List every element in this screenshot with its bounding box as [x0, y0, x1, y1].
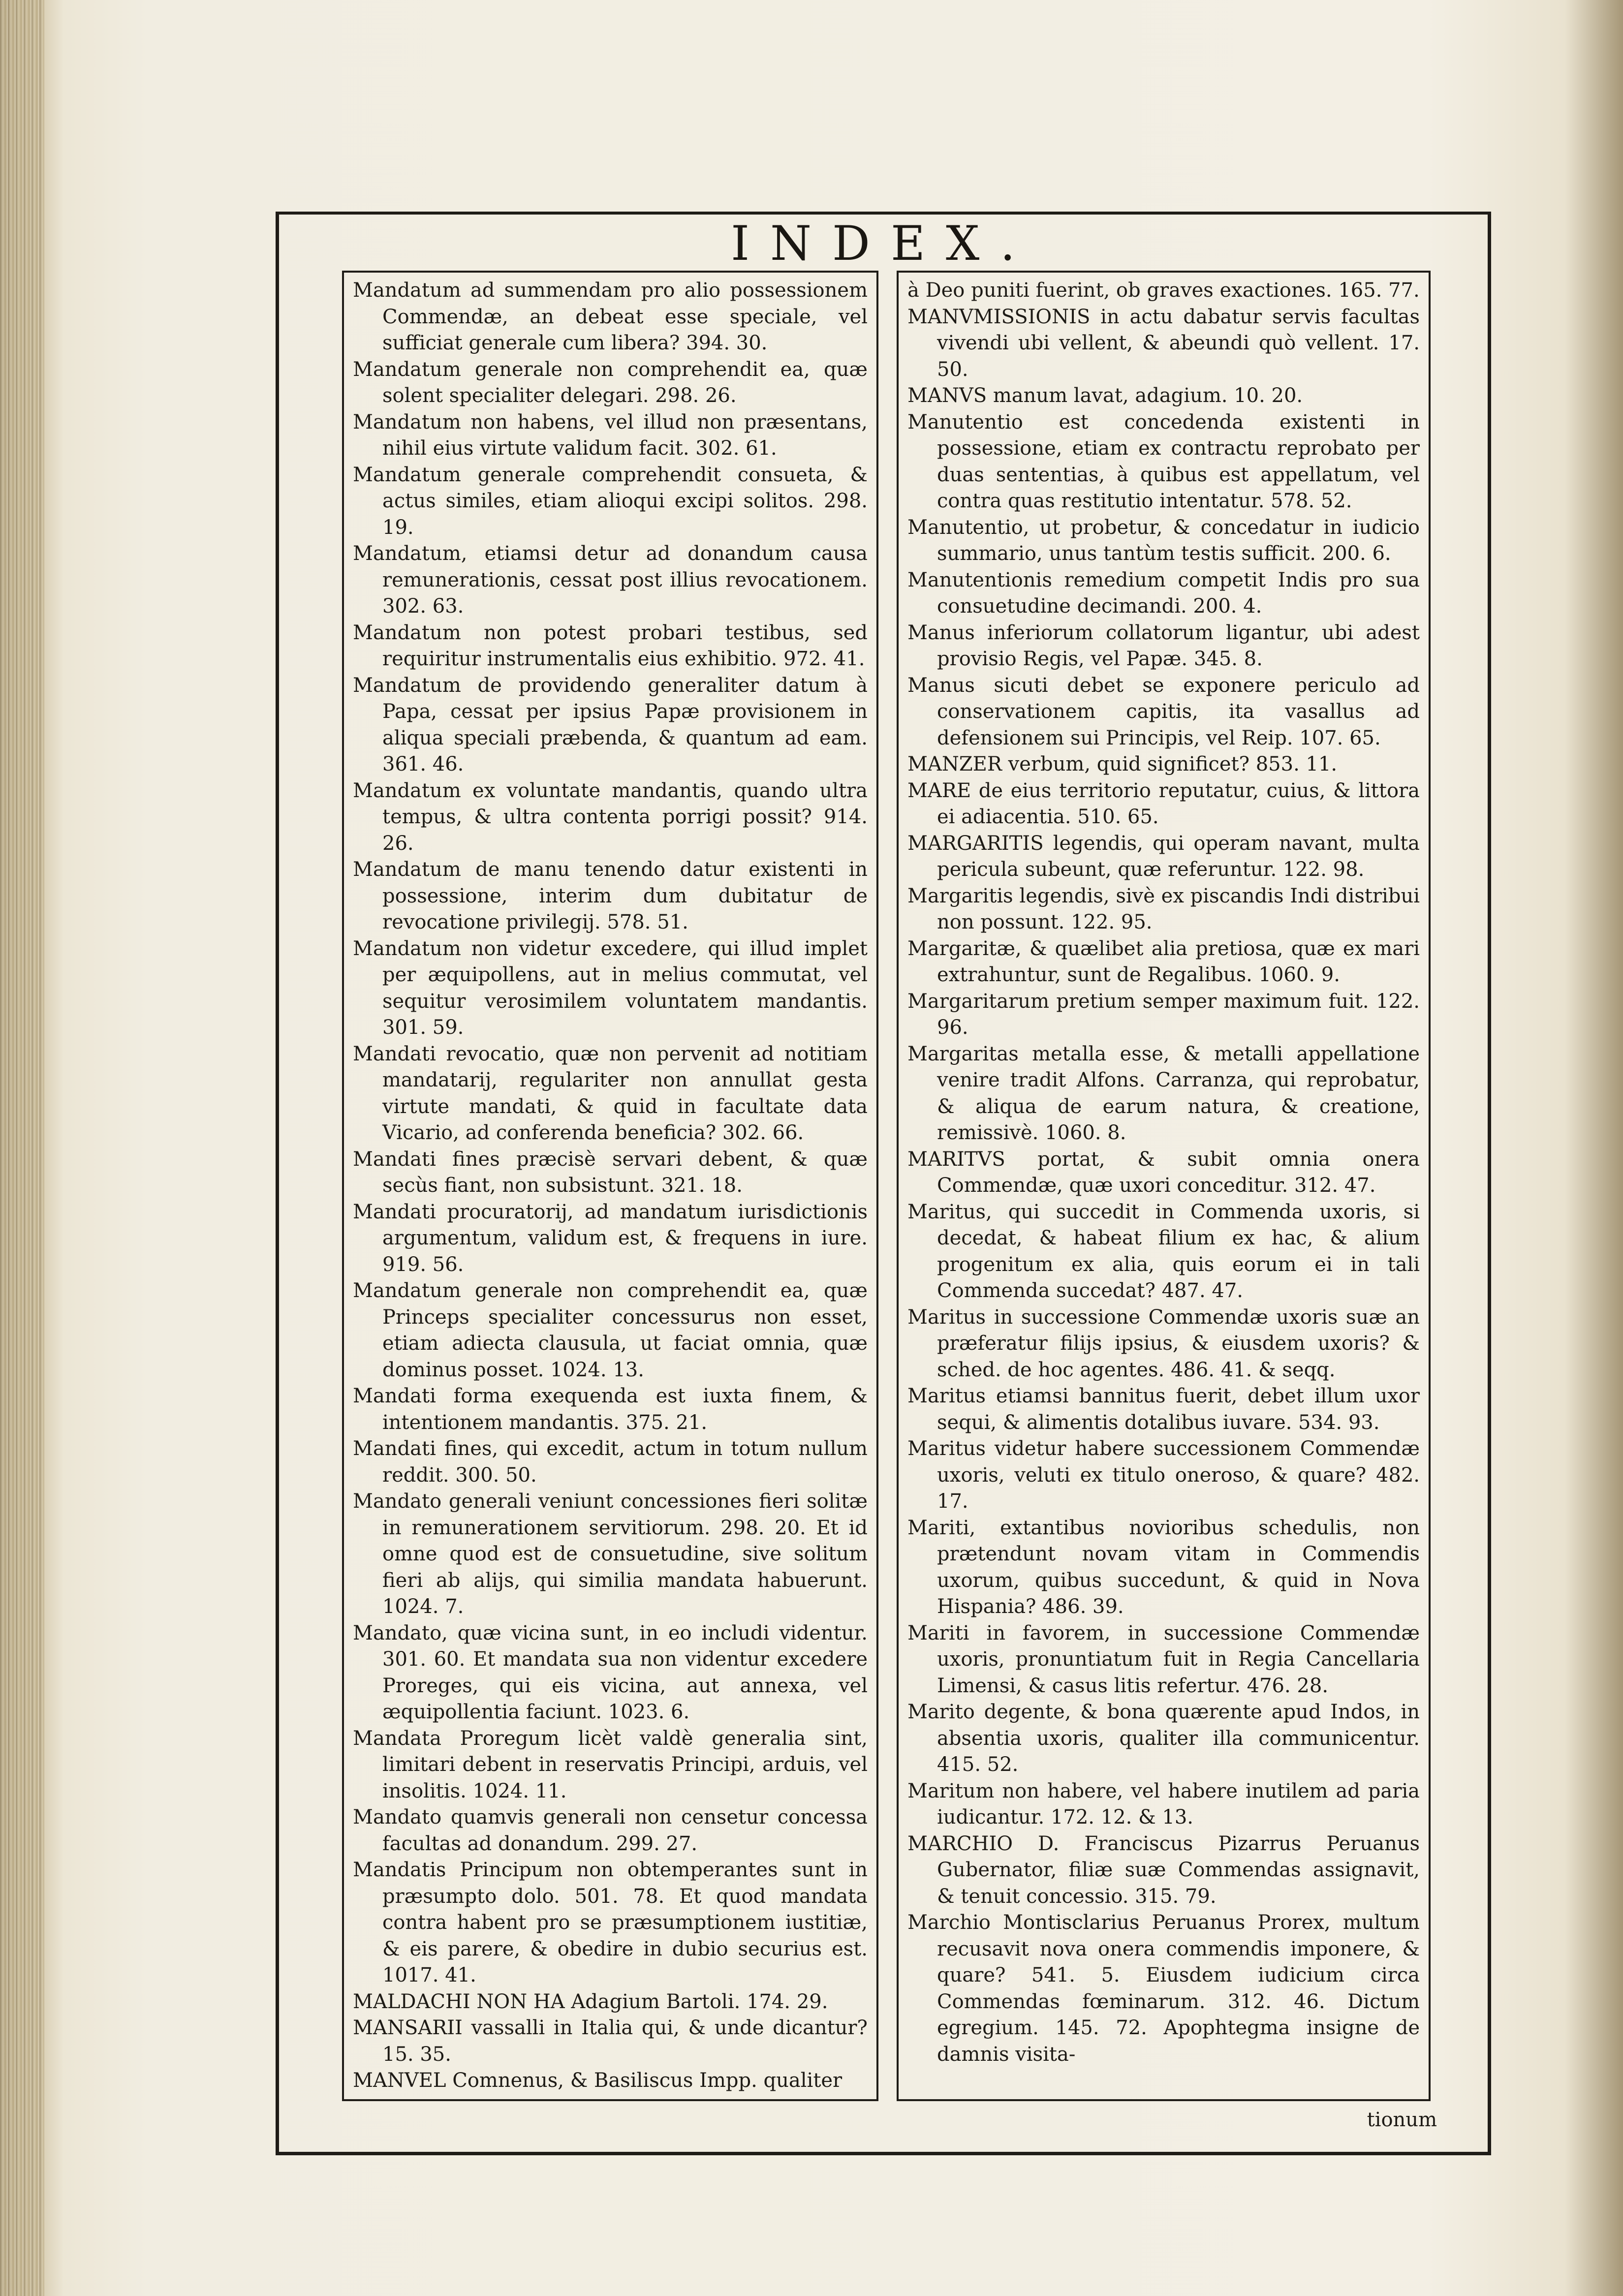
index-entry: Mandati fines, qui excedit, actum in totum nullum reddit. 300. 50. [353, 1437, 868, 1487]
index-column-left [342, 271, 878, 2101]
index-entry: Mandatum non habens, vel illud non præsentans, nihil eius virtute validum facit. 302. 61. [353, 410, 868, 460]
index-entry: Mandatum generale comprehendit consueta, & actus similes, etiam alioqui excipi solitos. 298. 19. [353, 463, 868, 539]
index-entry: Margaritarum pretium semper maximum fuit. 122. 96. [907, 990, 1420, 1039]
index-entry: Margaritas metalla esse, & metalli appellatione venire tradit Alfons. Carranza, qui reprobatur, & aliqua de earum natura, & creatione, remissivè. 1060. 8. [907, 1042, 1420, 1144]
index-entry: Mandati forma exequenda est iuxta finem, & intentionem mandantis. 375. 21. [353, 1385, 868, 1434]
index-entry: Margaritæ, & quælibet alia pretiosa, quæ ex mari extrahuntur, sunt de Regalibus. 1060. 9. [907, 937, 1420, 986]
index-entry: MARGARITIS legendis, qui operam navant, multa pericula subeunt, quæ referuntur. 122. 98. [907, 832, 1420, 881]
index-entry: Marito degente, & bona quærente apud Indos, in absentia uxoris, qualiter illa communicentur. 415. 52. [907, 1701, 1420, 1776]
index-entry: MANZER verbum, quid significet? 853. 11. [907, 753, 1338, 776]
index-entry: Mandatum generale non comprehendit ea, quæ solent specialiter delegari. 298. 26. [353, 358, 868, 407]
index-entry: MALDACHI NON HA Adagium Bartoli. 174. 29. [353, 1990, 828, 2013]
index-entry: Maritus, qui succedit in Commenda uxoris, si decedat, & habeat filium ex hac, & alium progenitum ex alia, quis eorum ei in tali Commenda succedat? 487. 47. [907, 1200, 1420, 1302]
index-entry: Mandatum non videtur excedere, qui illud implet per æquipollens, aut in melius commutat, vel sequitur verosimilem voluntatem mandantis. 301. 59. [353, 937, 868, 1039]
index-entry: Manutentio est concedenda existenti in possessione, etiam ex contractu reprobato per duas sententias, à quibus est appellatum, vel contra quas restitutio intentatur. 578. 52. [907, 410, 1420, 512]
index-entry: Marchio Montisclarius Peruanus Prorex, multum recusavit nova onera commendis imponere, & quare? 541. 5. Eiusdem iudicium circa Commendas fœminarum. 312. 46. Dictum egregium. 145. 72. Apophtegma insigne de damnis visita- [907, 1911, 1420, 2066]
index-entry: MANVMISSIONIS in actu dabatur servis facultas vivendi ubi vellent, & abeundi quò vellent. 17. 50. [907, 305, 1420, 381]
index-entry: Mandatis Principum non obtemperantes sunt in præsumpto dolo. 501. 78. Et quod mandata contra habent pro se præsumptionem iustitiæ, & eis parere, & obedire in dubio securius est. 1017. 41. [353, 1859, 868, 1986]
index-entry: MANVS manum lavat, adagium. 10. 20. [907, 384, 1303, 407]
index-column-right [897, 271, 1431, 2101]
index-entry: Mandato generali veniunt concessiones fieri solitæ in remunerationem servitiorum. 298. 20. Et id omne quod est de consuetudine, sive solitum fieri ab alijs, qui similia mandata habuerunt. 1024. 7. [353, 1490, 868, 1618]
index-entry: Maritus etiamsi bannitus fuerit, debet illum uxor sequi, & alimentis dotalibus iuvare. 534. 93. [907, 1385, 1420, 1434]
index-entry: Mandato, quæ vicina sunt, in eo includi videntur. 301. 60. Et mandata sua non videntur excedere Proreges, qui eis vicina, aut annexa, vel æquipollentia faciunt. 1023. 6. [353, 1621, 868, 1723]
index-entry: MARITVS portat, & subit omnia onera Commendæ, quæ uxori conceditur. 312. 47. [907, 1148, 1420, 1197]
index-entry: MANVEL Comnenus, & Basiliscus Impp. qualiter [353, 2069, 843, 2092]
index-entry: MARCHIO D. Franciscus Pizarrus Peruanus Gubernator, filiæ suæ Commendas assignavit, & tenuit concessio. 315. 79. [907, 1832, 1420, 1908]
index-entry: Mandatum generale non comprehendit ea, quæ Princeps specialiter concessurus non esset, etiam adiecta clausula, ut faciat omnia, quæ dominus posset. 1024. 13. [353, 1279, 868, 1381]
index-entry: Mandata Proregum licèt valdè generalia sint, limitari debent in reservatis Principi, arduis, vel insolitis. 1024. 11. [353, 1727, 868, 1802]
index-entry: Maritus videtur habere successionem Commendæ uxoris, veluti ex titulo oneroso, & quare? 482. 17. [907, 1437, 1420, 1513]
book-binding-edge [0, 0, 44, 2296]
index-entry: Margaritis legendis, sivè ex piscandis Indi distribui non possunt. 122. 95. [907, 884, 1420, 933]
index-entry: Mariti, extantibus novioribus schedulis, non prætendunt novam vitam in Commendis uxorum, quibus succedunt, & quid in Nova Hispania? 486. 39. [907, 1516, 1420, 1618]
index-entry: Manutentionis remedium competit Indis pro sua consuetudine decimandi. 200. 4. [907, 568, 1420, 618]
index-entry: Mandatum non potest probari testibus, sed requiritur instrumentalis eius exhibitio. 972. 41. [353, 621, 868, 670]
index-entry: Mandatum, etiamsi detur ad donandum causa remunerationis, cessat post illius revocationem. 302. 63. [353, 542, 868, 618]
index-entry: Mandati procuratorij, ad mandatum iurisdictionis argumentum, validum est, & frequens in iure. 919. 56. [353, 1200, 868, 1276]
index-entry: Mandatum de providendo generaliter datum à Papa, cessat per ipsius Papæ provisionem in aliqua speciali præbenda, & quantum ad eam. 361. 46. [353, 674, 868, 776]
index-entry: Mandati revocatio, quæ non pervenit ad notitiam mandatarij, regulariter non annullat gesta virtute mandati, & quid in facultate data Vicario, ad conferenda beneficia? 302. 66. [353, 1042, 868, 1144]
index-entry: Manus sicuti debet se exponere periculo ad conservationem capitis, ita vasallus ad defensionem sui Principis, vel Reip. 107. 65. [907, 674, 1420, 749]
index-entry: Mandatum de manu tenendo datur existenti in possessione, interim dum dubitatur de revocatione privilegij. 578. 51. [353, 858, 868, 933]
index-entry: Mariti in favorem, in successione Commendæ uxoris, pronuntiatum fuit in Regia Cancellaria Limensi, & casus litis refertur. 476. 28. [907, 1621, 1420, 1697]
index-entry: MARE de eius territorio reputatur, cuius, & littora ei adiacentia. 510. 65. [907, 779, 1420, 828]
catchword: tionum [1367, 2109, 1437, 2131]
page-title: INDEX. [731, 216, 1036, 271]
index-entry: MANSARII vassalli in Italia qui, & unde dicantur? 15. 35. [353, 2017, 868, 2066]
index-entry: Mandato quamvis generali non censetur concessa facultas ad donandum. 299. 27. [353, 1806, 868, 1855]
index-entry: Mandati fines præcisè servari debent, & quæ secùs fiant, non subsistunt. 321. 18. [353, 1148, 868, 1197]
index-entry: Mandatum ad summendam pro alio possessionem Commendæ, an debeat esse speciale, vel sufficiat generale cum libera? 394. 30. [353, 279, 868, 354]
index-entry: Manus inferiorum collatorum ligantur, ubi adest provisio Regis, vel Papæ. 345. 8. [907, 621, 1420, 670]
index-entry: Mandatum ex voluntate mandantis, quando ultra tempus, & ultra contenta porrigi possit? 914. 26. [353, 779, 868, 855]
index-entry: Maritus in successione Commendæ uxoris suæ an præferatur filijs ipsius, & eiusdem uxoris? & sched. de hoc agentes. 486. 41. & seqq. [907, 1305, 1420, 1381]
index-entry: Maritum non habere, vel habere inutilem ad paria iudicantur. 172. 12. & 13. [907, 1779, 1420, 1829]
index-entry: à Deo puniti fuerint, ob graves exactiones. 165. 77. [907, 279, 1420, 302]
index-entry: Manutentio, ut probetur, & concedatur in iudicio summario, unus tantùm testis sufficit. 200. 6. [907, 516, 1420, 565]
